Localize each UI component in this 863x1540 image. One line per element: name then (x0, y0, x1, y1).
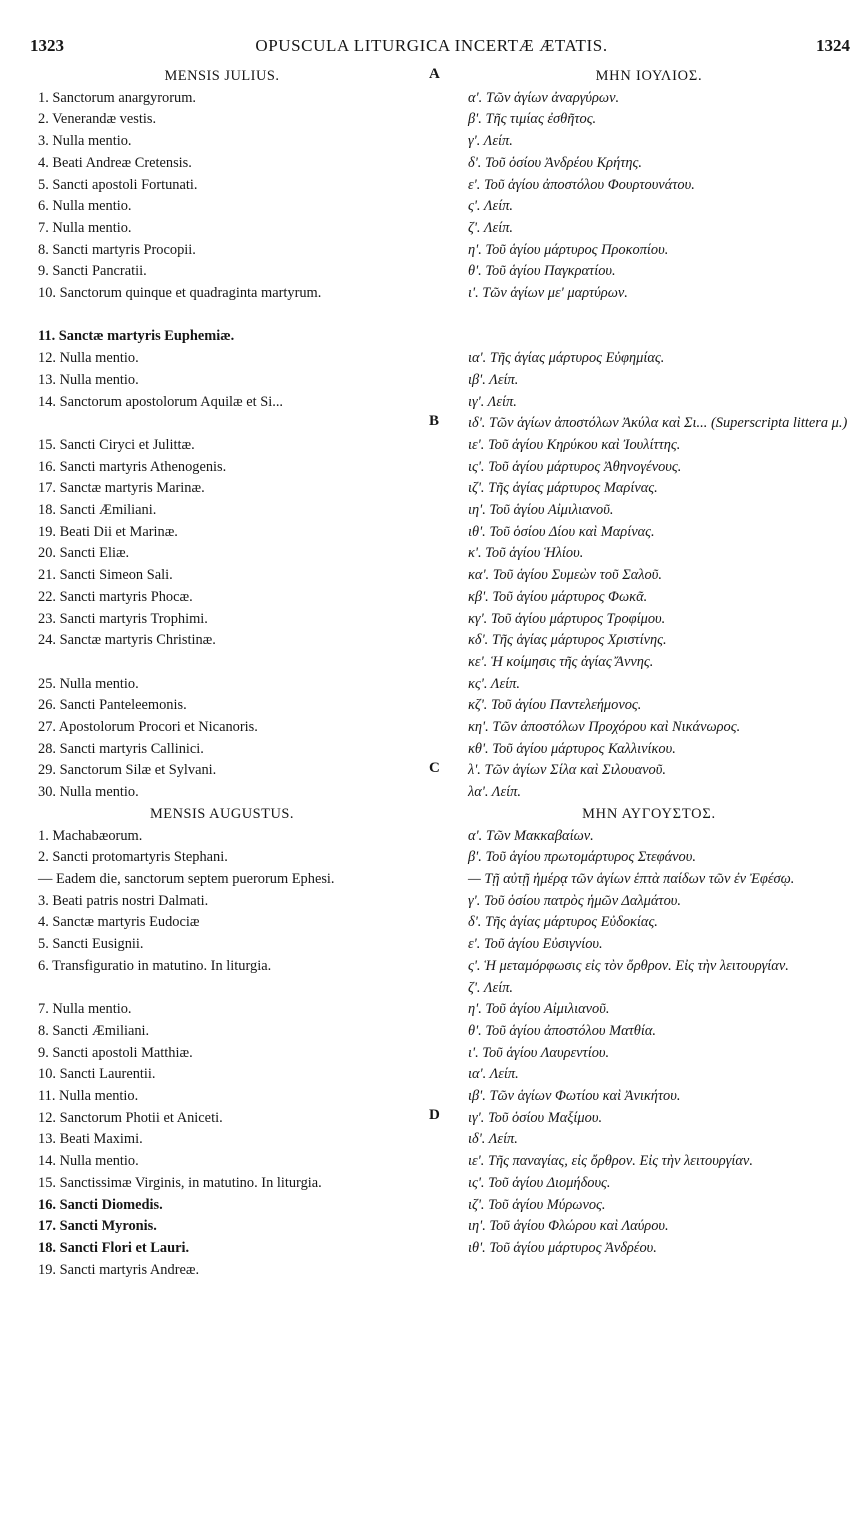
margin-letter-d: D (429, 1107, 440, 1123)
spacer (440, 305, 858, 327)
calendar-entry: ιε'. Τοῦ ἁγίου Κηρύκου καὶ Ἰουλίττης. (468, 436, 681, 453)
calendar-entry: β'. Τῆς τιμίας ἐσθῆτος. (468, 111, 597, 128)
entry-text: ιδ'. Τῶν ἁγίων ἀποστόλων Ἀκύλα καὶ Σι... (468, 415, 708, 432)
calendar-entry: κθ'. Τοῦ ἁγίου μάρτυρος Καλλινίκου. (468, 740, 676, 757)
calendar-entry: 15. Sancti Ciryci et Julittæ. (38, 436, 195, 453)
spacer (18, 413, 426, 435)
calendar-entry: ιζ'. Τῆς ἁγίας μάρτυρος Μαρίνας. (468, 480, 658, 497)
calendar-entry: 30. Nulla mentio. (38, 784, 139, 801)
calendar-entry: η'. Τοῦ ἁγίου Αἰμιλιανοῦ. (468, 1001, 610, 1018)
calendar-entry: — Eadem die, sanctorum septem puerorum Ephesi. (38, 870, 335, 887)
calendar-entry: κς'. Λείπ. (468, 675, 520, 692)
calendar-entry: θ'. Τοῦ ἁγίου Παγκρατίου. (468, 263, 616, 280)
calendar-entry: 21. Sancti Simeon Sali. (38, 567, 173, 584)
calendar-entry: η'. Τοῦ ἁγίου μάρτυρος Προκοπίου. (468, 241, 669, 258)
calendar-entry: 23. Sancti martyris Trophimi. (38, 610, 208, 627)
calendar-entry: ις'. Τοῦ ἁγίου Διομήδους. (468, 1174, 611, 1191)
calendar-entry: 13. Nulla mentio. (38, 371, 139, 388)
calendar-entry: 19. Beati Dii et Marinæ. (38, 523, 178, 540)
calendar-entry: θ'. Τοῦ ἁγίου ἀποστόλου Ματθία. (468, 1022, 656, 1039)
calendar-entry: 1. Sanctorum anargyrorum. (38, 89, 196, 106)
calendar-entry: ιζ'. Τοῦ ἁγίου Μύρωνος. (468, 1196, 606, 1213)
calendar-entry: ις'. Τοῦ ἁγίου μάρτυρος Ἀθηνογένους. (468, 458, 682, 475)
calendar-entry: 18. Sancti Flori et Lauri. (38, 1239, 190, 1256)
calendar-entry: 18. Sancti Æmiliani. (38, 502, 157, 519)
calendar-entry: κε'. Ἡ κοίμησις τῆς ἁγίας Ἄννης. (468, 653, 654, 670)
calendar-entry: ιθ'. Τοῦ ἁγίου μάρτυρος Ἀνδρέου. (468, 1239, 657, 1256)
running-title: OPUSCULA LITURGICA INCERTÆ ÆTATIS. (255, 36, 608, 55)
calendar-entry: 2. Venerandæ vestis. (38, 111, 157, 128)
calendar-entry: 19. Sancti martyris Andreæ. (38, 1261, 200, 1278)
calendar-entry: λ'. Τῶν ἁγίων Σίλα καὶ Σιλουανοῦ. (468, 762, 666, 779)
calendar-entry: 16. Sancti martyris Athenogenis. (38, 458, 227, 475)
calendar-entry: ιδ'. Λείπ. (468, 1131, 518, 1148)
calendar-entry: 8. Sancti Æmiliani. (38, 1022, 150, 1039)
calendar-entry: 27. Apostolorum Procori et Nicanoris. (38, 719, 258, 736)
calendar-entry: 24. Sanctæ martyris Christinæ. (38, 632, 216, 649)
calendar-entry: ιη'. Τοῦ ἁγίου Φλώρου καὶ Λαύρου. (468, 1218, 669, 1235)
calendar-entry: 7. Nulla mentio. (38, 1001, 132, 1018)
calendar-entry: 5. Sancti Eusignii. (38, 936, 144, 953)
calendar-entry: 4. Sanctæ martyris Eudociæ (38, 914, 200, 931)
calendar-entry: 25. Nulla mentio. (38, 675, 139, 692)
calendar-entry: 5. Sancti apostoli Fortunati. (38, 176, 198, 193)
calendar-entry: ι'. Τῶν ἁγίων με' μαρτύρων. (468, 285, 628, 302)
spacer (440, 326, 858, 348)
margin-letter-c: C (429, 760, 440, 776)
calendar-entry: 2. Sancti protomartyris Stephani. (38, 849, 228, 866)
month-heading-iulios: ΜΗΝ ΙΟΥΛΙΟΣ. (595, 68, 703, 84)
calendar-entry: ζ'. Λείπ. (468, 219, 514, 236)
calendar-entry: 4. Beati Andreæ Cretensis. (38, 154, 192, 171)
calendar-entry: ιη'. Τοῦ ἁγίου Αἰμιλιανοῦ. (468, 502, 614, 519)
calendar-entry (440, 413, 858, 435)
calendar-entry: 15. Sanctissimæ Virginis, in matutino. In liturgia. (38, 1174, 322, 1191)
calendar-entry: 8. Sancti martyris Procopii. (38, 241, 196, 258)
calendar-entry: 22. Sancti martyris Phocæ. (38, 588, 193, 605)
calendar-entry: ιγ'. Τοῦ ὁσίου Μαξίμου. (468, 1109, 603, 1126)
calendar-entry: κ'. Τοῦ ἁγίου Ἡλίου. (468, 545, 584, 562)
calendar-entry: κδ'. Τῆς ἁγίας μάρτυρος Χριστίνης. (468, 632, 667, 649)
calendar-entry: 9. Sancti apostoli Matthiæ. (38, 1044, 193, 1061)
calendar-entry: κβ'. Τοῦ ἁγίου μάρτυρος Φωκᾶ. (468, 588, 648, 605)
page-number-right: 1324 (816, 36, 850, 55)
calendar-entry: 11. Sanctæ martyris Euphemiæ. (38, 328, 235, 345)
calendar-entry: κγ'. Τοῦ ἁγίου μάρτυρος Τροφίμου. (468, 610, 666, 627)
calendar-entry: 17. Sanctæ martyris Marinæ. (38, 480, 205, 497)
calendar-entry: κζ'. Τοῦ ἁγίου Παντελεήμονος. (468, 697, 642, 714)
calendar-entry: 1. Machabæorum. (38, 827, 143, 844)
calendar-entry: 17. Sancti Myronis. (38, 1218, 157, 1235)
page-header (0, 36, 863, 58)
calendar-entry: ιβ'. Τῶν ἁγίων Φωτίου καὶ Ἀνικήτου. (468, 1088, 681, 1105)
greek-column (440, 66, 858, 1260)
calendar-entry: 20. Sancti Eliæ. (38, 545, 130, 562)
calendar-entry: ια'. Λείπ. (468, 1066, 519, 1083)
calendar-entry: λα'. Λείπ. (468, 784, 521, 801)
calendar-entry: 10. Sanctorum quinque et quadraginta martyrum. (38, 285, 322, 302)
calendar-entry: ς'. Ἡ μεταμόρφωσις εἰς τὸν ὄρθρον. Εἰς τὴν λειτουργίαν. (468, 957, 789, 974)
margin-letter-b: B (429, 413, 440, 429)
calendar-entry: δ'. Τῆς ἁγίας μάρτυρος Εὐδοκίας. (468, 914, 658, 931)
calendar-entry: 13. Beati Maximi. (38, 1131, 143, 1148)
calendar-entry: 16. Sancti Diomedis. (38, 1196, 163, 1213)
calendar-entry: 12. Sanctorum Photii et Aniceti. (38, 1109, 223, 1126)
spacer (18, 977, 426, 999)
calendar-entry: 7. Nulla mentio. (38, 219, 132, 236)
calendar-entry: 3. Nulla mentio. (38, 133, 132, 150)
calendar-entry: γ'. Τοῦ ὁσίου πατρὸς ἡμῶν Δαλμάτου. (468, 892, 681, 909)
calendar-entry: β'. Τοῦ ἁγίου πρωτομάρτυρος Στεφάνου. (468, 849, 696, 866)
calendar-entry: 9. Sancti Pancratii. (38, 263, 147, 280)
margin-letter-a: A (429, 66, 440, 82)
calendar-entry: 12. Nulla mentio. (38, 350, 139, 367)
calendar-entry: 26. Sancti Panteleemonis. (38, 697, 187, 714)
calendar-entry: ι'. Τοῦ ἁγίου Λαυρεντίου. (468, 1044, 610, 1061)
calendar-entry: 10. Sancti Laurentii. (38, 1066, 156, 1083)
calendar-entry: ε'. Τοῦ ἁγίου ἀποστόλου Φουρτουνάτου. (468, 176, 695, 193)
calendar-entry: ια'. Τῆς ἁγίας μάρτυρος Εὐφημίας. (468, 350, 665, 367)
month-heading-augustus: MENSIS AUGUSTUS. (150, 805, 294, 822)
calendar-entry: ιβ'. Λείπ. (468, 371, 519, 388)
calendar-entry: 14. Sanctorum apostolorum Aquilæ et Si... (38, 393, 284, 410)
calendar-entry: ε'. Τοῦ ἁγίου Εὐσιγνίου. (468, 936, 603, 953)
calendar-entry: ιγ'. Λείπ. (468, 393, 517, 410)
calendar-entry: ζ'. Λείπ. (468, 979, 514, 996)
page-number-left: 1323 (30, 36, 64, 55)
calendar-entry: δ'. Τοῦ ὁσίου Ἀνδρέου Κρήτης. (468, 154, 642, 171)
calendar-entry: 6. Nulla mentio. (38, 198, 132, 215)
month-heading-augoustos: ΜΗΝ ΑΥΓΟΥΣΤΟΣ. (582, 805, 716, 822)
latin-column (18, 66, 426, 1281)
calendar-entry: ιε'. Τῆς παναγίας, εἰς ὄρθρον. Εἰς τὴν λειτουργίαν. (468, 1153, 753, 1170)
calendar-entry: 6. Transfiguratio in matutino. In liturgia. (38, 957, 272, 974)
calendar-entry: 29. Sanctorum Silæ et Sylvani. (38, 762, 217, 779)
calendar-entry: γ'. Λείπ. (468, 133, 513, 150)
spacer (18, 305, 426, 327)
calendar-entry: 28. Sancti martyris Callinici. (38, 740, 204, 757)
spacer (18, 652, 426, 674)
calendar-entry: α'. Τῶν ἁγίων ἀναργύρων. (468, 89, 620, 106)
calendar-entry: κη'. Τῶν ἀποστόλων Προχόρου καὶ Νικάνωρος. (468, 719, 741, 736)
month-heading-julius: MENSIS JULIUS. (164, 68, 280, 84)
calendar-entry: ς'. Λείπ. (468, 198, 514, 215)
calendar-entry: α'. Τῶν Μακκαβαίων. (468, 827, 594, 844)
calendar-entry: 14. Nulla mentio. (38, 1153, 139, 1170)
calendar-entry: 11. Nulla mentio. (38, 1087, 139, 1104)
calendar-entry: 3. Beati patris nostri Dalmati. (38, 892, 209, 909)
calendar-entry: κα'. Τοῦ ἁγίου Συμεὼν τοῦ Σαλοῦ. (468, 567, 662, 584)
calendar-entry: — Τῇ αὐτῇ ἡμέρᾳ τῶν ἁγίων ἑπτὰ παίδων τῶν ἐν Ἐφέσῳ. (468, 870, 795, 887)
editor-note: (Superscripta littera μ.) (710, 415, 848, 432)
calendar-entry: ιθ'. Τοῦ ὁσίου Δίου καὶ Μαρίνας. (468, 523, 655, 540)
